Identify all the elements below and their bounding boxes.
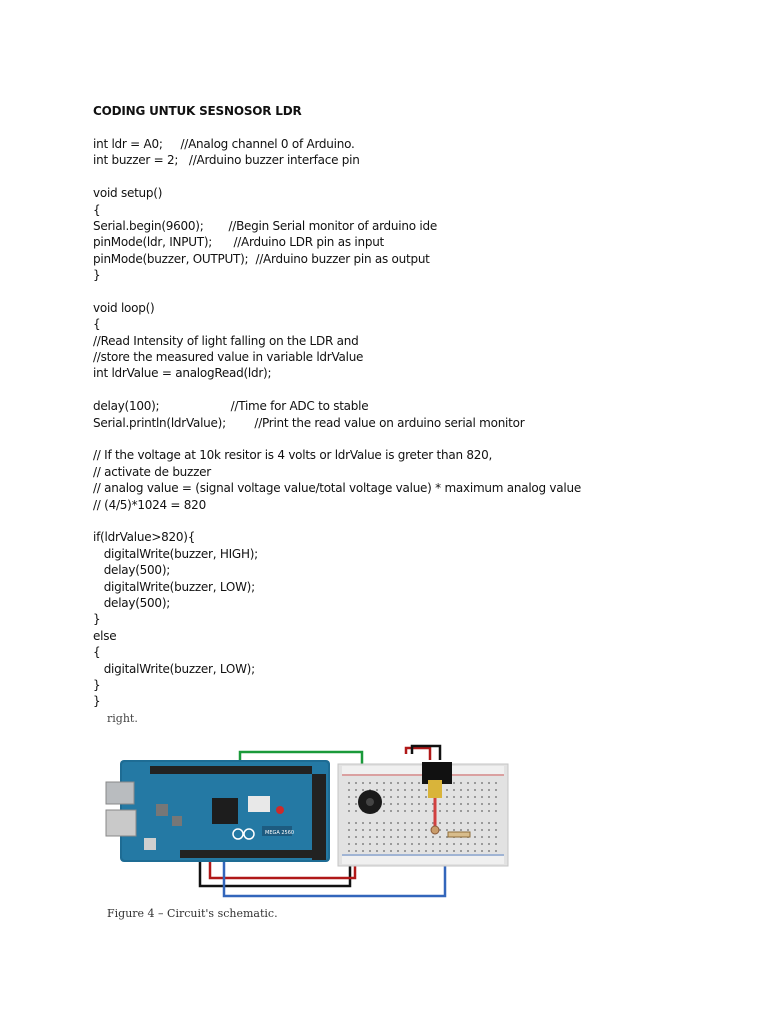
breadboard-hole — [453, 810, 455, 812]
breadboard-hole — [390, 822, 392, 824]
breadboard-hole — [453, 850, 455, 852]
breadboard-hole — [446, 850, 448, 852]
breadboard-hole — [397, 810, 399, 812]
code-text: Serial.begin(9600); — [93, 218, 229, 233]
breadboard-hole — [411, 836, 413, 838]
breadboard-hole — [355, 829, 357, 831]
breadboard-hole — [362, 850, 364, 852]
breadboard-hole — [425, 789, 427, 791]
breadboard-hole — [397, 796, 399, 798]
breadboard-hole — [453, 822, 455, 824]
breadboard-hole — [355, 810, 357, 812]
breadboard-hole — [362, 829, 364, 831]
breadboard-hole — [348, 829, 350, 831]
code-line — [93, 382, 713, 398]
breadboard-hole — [383, 829, 385, 831]
code-line — [93, 480, 713, 496]
breadboard-hole — [376, 829, 378, 831]
code-comment: // If the voltage at 10k resitor is 4 volts or ldrValue is greter than 820, — [93, 448, 493, 463]
code-line — [93, 464, 713, 480]
breadboard-hole — [467, 810, 469, 812]
breadboard-hole — [432, 836, 434, 838]
code-text: int ldrValue = analogRead(ldr); — [93, 366, 272, 381]
code-text: void setup() — [93, 186, 163, 201]
breadboard-hole — [369, 843, 371, 845]
breadboard-hole — [474, 843, 476, 845]
breadboard-hole — [474, 850, 476, 852]
code-text: int buzzer = 2; — [93, 153, 189, 168]
breadboard-hole — [404, 822, 406, 824]
breadboard-hole — [460, 789, 462, 791]
breadboard-hole — [397, 829, 399, 831]
breadboard-hole — [439, 836, 441, 838]
breadboard-hole — [383, 810, 385, 812]
code-text: { — [93, 645, 101, 660]
code-line — [93, 284, 713, 300]
document-title: CODING UNTUK SESNOSOR LDR — [93, 104, 302, 118]
breadboard-hole — [355, 789, 357, 791]
breadboard-hole — [376, 850, 378, 852]
breadboard-hole — [425, 803, 427, 805]
breadboard-hole — [418, 822, 420, 824]
breadboard-hole — [418, 836, 420, 838]
breadboard-hole — [390, 836, 392, 838]
breadboard-hole — [390, 789, 392, 791]
code-line — [93, 300, 713, 316]
breadboard-hole — [390, 843, 392, 845]
breadboard-hole — [425, 796, 427, 798]
breadboard-hole — [355, 843, 357, 845]
code-line — [93, 169, 713, 185]
breadboard-hole — [495, 810, 497, 812]
code-line — [93, 579, 713, 595]
breadboard-hole — [474, 803, 476, 805]
breadboard-hole — [481, 789, 483, 791]
breadboard-hole — [411, 796, 413, 798]
breadboard-hole — [404, 782, 406, 784]
breadboard-hole — [474, 796, 476, 798]
breadboard-hole — [460, 850, 462, 852]
breadboard-hole — [488, 810, 490, 812]
breadboard-hole — [481, 796, 483, 798]
code-line — [93, 644, 713, 660]
breadboard-hole — [425, 836, 427, 838]
breadboard-hole — [453, 829, 455, 831]
breadboard-hole — [467, 789, 469, 791]
breadboard-hole — [474, 810, 476, 812]
code-line — [93, 267, 713, 283]
code-line — [93, 218, 713, 234]
code-line — [93, 202, 713, 218]
breadboard-hole — [481, 836, 483, 838]
arduino-board — [106, 760, 330, 862]
breadboard-hole — [488, 836, 490, 838]
breadboard-hole — [376, 782, 378, 784]
breadboard-hole — [488, 829, 490, 831]
code-text: } — [93, 268, 101, 283]
breadboard-hole — [369, 850, 371, 852]
breadboard-hole — [439, 822, 441, 824]
code-text: digitalWrite(buzzer, LOW); — [93, 579, 255, 594]
breadboard-hole — [467, 796, 469, 798]
code-text: } — [93, 677, 101, 692]
breadboard-hole — [446, 796, 448, 798]
breadboard-hole — [348, 789, 350, 791]
breadboard-hole — [446, 803, 448, 805]
breadboard-hole — [425, 843, 427, 845]
breadboard-hole — [467, 829, 469, 831]
breadboard-hole — [376, 836, 378, 838]
breadboard-hole — [355, 822, 357, 824]
code-text: delay(500); — [93, 563, 171, 578]
code-text: Serial.println(ldrValue); — [93, 415, 255, 430]
breadboard-hole — [474, 822, 476, 824]
breadboard-hole — [460, 829, 462, 831]
breadboard-hole — [369, 782, 371, 784]
breadboard-hole — [481, 822, 483, 824]
breadboard-hole — [362, 836, 364, 838]
code-line — [93, 546, 713, 562]
code-text: delay(100); — [93, 399, 231, 414]
breadboard-hole — [467, 822, 469, 824]
breadboard-hole — [355, 803, 357, 805]
breadboard-hole — [383, 782, 385, 784]
breadboard — [338, 762, 508, 866]
breadboard-hole — [446, 789, 448, 791]
breadboard-hole — [397, 803, 399, 805]
breadboard-hole — [404, 789, 406, 791]
breadboard-hole — [418, 843, 420, 845]
code-comment: //Begin Serial monitor of arduino ide — [228, 218, 437, 233]
breadboard-hole — [446, 843, 448, 845]
breadboard-hole — [390, 782, 392, 784]
breadboard-hole — [495, 829, 497, 831]
code-text: pinMode(buzzer, OUTPUT); — [93, 251, 256, 266]
breadboard-hole — [376, 822, 378, 824]
breadboard-hole — [495, 803, 497, 805]
code-text: void loop() — [93, 300, 155, 315]
code-comment: //Arduino buzzer interface pin — [188, 153, 360, 168]
breadboard-hole — [411, 850, 413, 852]
breadboard-hole — [383, 803, 385, 805]
code-comment: //store the measured value in variable ldrValue — [93, 350, 364, 365]
code-line — [93, 447, 713, 463]
breadboard-hole — [397, 822, 399, 824]
breadboard-hole — [425, 829, 427, 831]
breadboard-hole — [432, 850, 434, 852]
breadboard-hole — [495, 850, 497, 852]
breadboard-hole — [383, 843, 385, 845]
breadboard-hole — [376, 789, 378, 791]
breadboard-hole — [397, 850, 399, 852]
breadboard-hole — [488, 789, 490, 791]
breadboard-hole — [397, 789, 399, 791]
breadboard-hole — [481, 843, 483, 845]
breadboard-hole — [460, 796, 462, 798]
code-line — [93, 628, 713, 644]
breadboard-hole — [488, 782, 490, 784]
breadboard-hole — [362, 843, 364, 845]
breadboard-hole — [390, 810, 392, 812]
code-comment: //Analog channel 0 of Arduino. — [180, 137, 355, 151]
breadboard-hole — [446, 822, 448, 824]
breadboard-hole — [369, 836, 371, 838]
breadboard-hole — [411, 810, 413, 812]
breadboard-hole — [418, 803, 420, 805]
breadboard-hole — [404, 843, 406, 845]
breadboard-hole — [467, 803, 469, 805]
breadboard-hole — [453, 796, 455, 798]
code-line — [93, 595, 713, 611]
breadboard-hole — [453, 789, 455, 791]
code-comment: //Arduino buzzer pin as output — [255, 251, 430, 266]
code-line — [93, 611, 713, 627]
breadboard-hole — [481, 782, 483, 784]
breadboard-hole — [460, 782, 462, 784]
code-line — [93, 398, 713, 414]
breadboard-hole — [495, 782, 497, 784]
trailing-text: right. — [107, 712, 138, 725]
code-line — [93, 185, 713, 201]
breadboard-hole — [495, 789, 497, 791]
code-block — [93, 136, 713, 710]
breadboard-hole — [418, 782, 420, 784]
breadboard-hole — [474, 789, 476, 791]
breadboard-hole — [488, 843, 490, 845]
breadboard-hole — [390, 850, 392, 852]
breadboard-hole — [453, 803, 455, 805]
breadboard-hole — [348, 836, 350, 838]
breadboard-hole — [348, 822, 350, 824]
breadboard-hole — [376, 843, 378, 845]
code-line — [93, 152, 713, 168]
breadboard-hole — [418, 789, 420, 791]
code-comment: // (4/5)*1024 = 820 — [93, 497, 206, 512]
breadboard-hole — [453, 782, 455, 784]
circuit-figure — [100, 740, 520, 910]
code-comment: //Arduino LDR pin as input — [233, 235, 385, 250]
code-line — [93, 661, 713, 677]
breadboard-hole — [411, 829, 413, 831]
code-line — [93, 513, 713, 529]
code-line — [93, 365, 713, 381]
code-text: pinMode(ldr, INPUT); — [93, 235, 234, 250]
breadboard-hole — [425, 822, 427, 824]
breadboard-hole — [411, 822, 413, 824]
breadboard-hole — [474, 829, 476, 831]
breadboard-hole — [432, 843, 434, 845]
breadboard-hole — [362, 822, 364, 824]
breadboard-hole — [362, 789, 364, 791]
code-line — [93, 693, 713, 709]
code-line — [93, 497, 713, 513]
breadboard-hole — [369, 829, 371, 831]
breadboard-hole — [390, 829, 392, 831]
breadboard-hole — [404, 850, 406, 852]
breadboard-hole — [404, 796, 406, 798]
breadboard-hole — [348, 796, 350, 798]
breadboard-hole — [495, 822, 497, 824]
code-text: if(ldrValue>820){ — [93, 530, 196, 545]
breadboard-hole — [467, 782, 469, 784]
board-label: MEGA 2560 — [265, 830, 295, 836]
breadboard-hole — [446, 829, 448, 831]
breadboard-hole — [481, 810, 483, 812]
code-line — [93, 677, 713, 693]
breadboard-hole — [404, 829, 406, 831]
breadboard-hole — [383, 796, 385, 798]
breadboard-hole — [390, 803, 392, 805]
breadboard-hole — [411, 843, 413, 845]
breadboard-hole — [495, 836, 497, 838]
code-text: { — [93, 317, 101, 332]
breadboard-hole — [418, 810, 420, 812]
code-comment: //Read Intensity of light falling on the LDR and — [93, 333, 359, 348]
breadboard-hole — [481, 829, 483, 831]
breadboard-hole — [369, 822, 371, 824]
breadboard-hole — [383, 836, 385, 838]
breadboard-hole — [397, 836, 399, 838]
breadboard-hole — [348, 843, 350, 845]
breadboard-hole — [411, 803, 413, 805]
code-text: digitalWrite(buzzer, LOW); — [93, 661, 255, 676]
code-line — [93, 251, 713, 267]
breadboard-hole — [355, 836, 357, 838]
breadboard-hole — [488, 822, 490, 824]
figure-caption: Figure 4 – Circuit's schematic. — [107, 907, 278, 920]
breadboard-hole — [439, 810, 441, 812]
breadboard-hole — [460, 843, 462, 845]
breadboard-hole — [425, 810, 427, 812]
circuit-diagram — [100, 740, 520, 910]
breadboard-hole — [467, 843, 469, 845]
code-comment: //Print the read value on arduino serial monitor — [254, 415, 525, 430]
breadboard-hole — [495, 796, 497, 798]
code-text: digitalWrite(buzzer, HIGH); — [93, 546, 258, 561]
breadboard-hole — [404, 803, 406, 805]
breadboard-hole — [467, 850, 469, 852]
code-text: else — [93, 628, 117, 643]
breadboard-hole — [460, 822, 462, 824]
code-line — [93, 562, 713, 578]
breadboard-hole — [481, 803, 483, 805]
breadboard-hole — [362, 782, 364, 784]
breadboard-hole — [439, 803, 441, 805]
code-text: int ldr = A0; — [93, 137, 181, 151]
breadboard-hole — [488, 796, 490, 798]
breadboard-hole — [348, 850, 350, 852]
code-line — [93, 136, 713, 152]
code-text: } — [93, 612, 101, 627]
code-line — [93, 333, 713, 349]
breadboard-hole — [460, 810, 462, 812]
breadboard-hole — [383, 822, 385, 824]
code-line — [93, 415, 713, 431]
breadboard-hole — [383, 789, 385, 791]
breadboard-hole — [474, 782, 476, 784]
breadboard-hole — [495, 843, 497, 845]
code-comment: // analog value = (signal voltage value/total voltage value) * maximum analog value — [93, 481, 581, 496]
breadboard-hole — [453, 843, 455, 845]
code-line — [93, 431, 713, 447]
breadboard-hole — [439, 843, 441, 845]
breadboard-hole — [425, 850, 427, 852]
code-text: delay(500); — [93, 595, 171, 610]
code-line — [93, 529, 713, 545]
breadboard-hole — [404, 810, 406, 812]
code-line — [93, 234, 713, 250]
breadboard-hole — [383, 850, 385, 852]
breadboard-hole — [474, 836, 476, 838]
breadboard-hole — [411, 782, 413, 784]
breadboard-hole — [355, 796, 357, 798]
breadboard-hole — [418, 829, 420, 831]
breadboard-hole — [481, 850, 483, 852]
breadboard-hole — [404, 836, 406, 838]
breadboard-hole — [348, 803, 350, 805]
breadboard-hole — [418, 850, 420, 852]
breadboard-hole — [397, 843, 399, 845]
breadboard-hole — [488, 850, 490, 852]
breadboard-hole — [355, 850, 357, 852]
breadboard-hole — [439, 850, 441, 852]
code-comment: //Time for ADC to stable — [230, 399, 369, 414]
breadboard-hole — [397, 782, 399, 784]
breadboard-hole — [488, 803, 490, 805]
code-line — [93, 316, 713, 332]
code-comment: // activate de buzzer — [93, 464, 211, 479]
breadboard-hole — [355, 782, 357, 784]
breadboard-hole — [348, 810, 350, 812]
breadboard-hole — [390, 796, 392, 798]
breadboard-hole — [460, 803, 462, 805]
breadboard-hole — [411, 789, 413, 791]
breadboard-hole — [348, 782, 350, 784]
breadboard-hole — [418, 796, 420, 798]
code-line — [93, 349, 713, 365]
code-text: } — [93, 694, 101, 709]
breadboard-hole — [446, 810, 448, 812]
code-text: { — [93, 202, 101, 217]
